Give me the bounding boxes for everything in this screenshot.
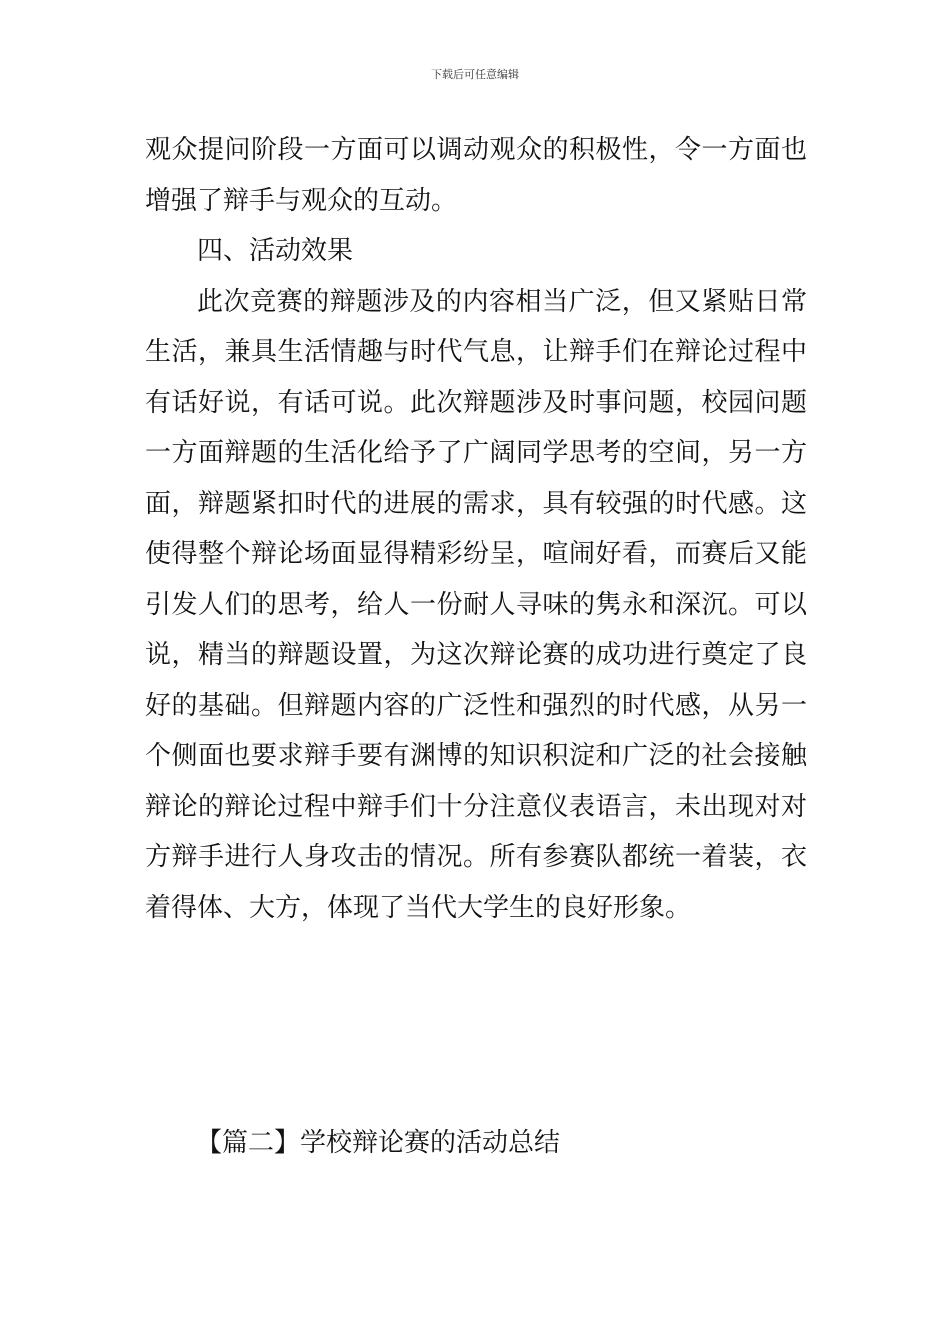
paragraph-line: 方辩手进行人身攻击的情况。所有参赛队都统一着装，衣 [145,842,807,872]
paragraph-line: 个侧面也要求辩手要有渊博的知识积淀和广泛的社会接触 [145,741,807,771]
section-heading: 四、活动效果 [197,236,354,266]
paragraph-line: 引发人们的思考，给人一份耐人寻味的隽永和深沉。可以 [145,589,807,620]
paragraph-line: 面，辩题紧扣时代的进展的需求，具有较强的时代感。这 [145,488,807,519]
body-text [145,125,807,933]
paragraph-line: 使得整个辩论场面显得精彩纷呈，喧闹好看，而赛后又能 [145,539,807,569]
page-header-note: 下载后可任意编辑 [431,68,519,81]
paragraph-line: 好的基础。但辩题内容的广泛性和强烈的时代感，从另一 [145,690,807,721]
paragraph-line: 生活，兼具生活情趣与时代气息，让辩手们在辩论过程中 [145,337,807,367]
paragraph-line: 辩论的辩论过程中辩手们十分注意仪表语言，未出现对对 [145,791,807,822]
paragraph-line: 增强了辩手与观众的互动。 [145,185,458,216]
paragraph-line: 此次竞赛的辩题涉及的内容相当广泛，但又紧贴日常 [197,286,807,317]
paragraph-line: 有话好说，有话可说。此次辩题涉及时事问题，校园问题 [145,387,807,418]
paragraph-line: 说，精当的辩题设置，为这次辩论赛的成功进行奠定了良 [145,640,807,670]
paragraph-line: 观众提问阶段一方面可以调动观众的积极性，令一方面也 [145,135,807,165]
section-title: 【篇二】学校辩论赛的活动总结 [196,1128,561,1158]
paragraph-line: 着得体、大方，体现了当代大学生的良好形象。 [145,892,692,923]
paragraph-line: 一方面辩题的生活化给予了广阔同学思考的空间，另一方 [145,438,807,468]
